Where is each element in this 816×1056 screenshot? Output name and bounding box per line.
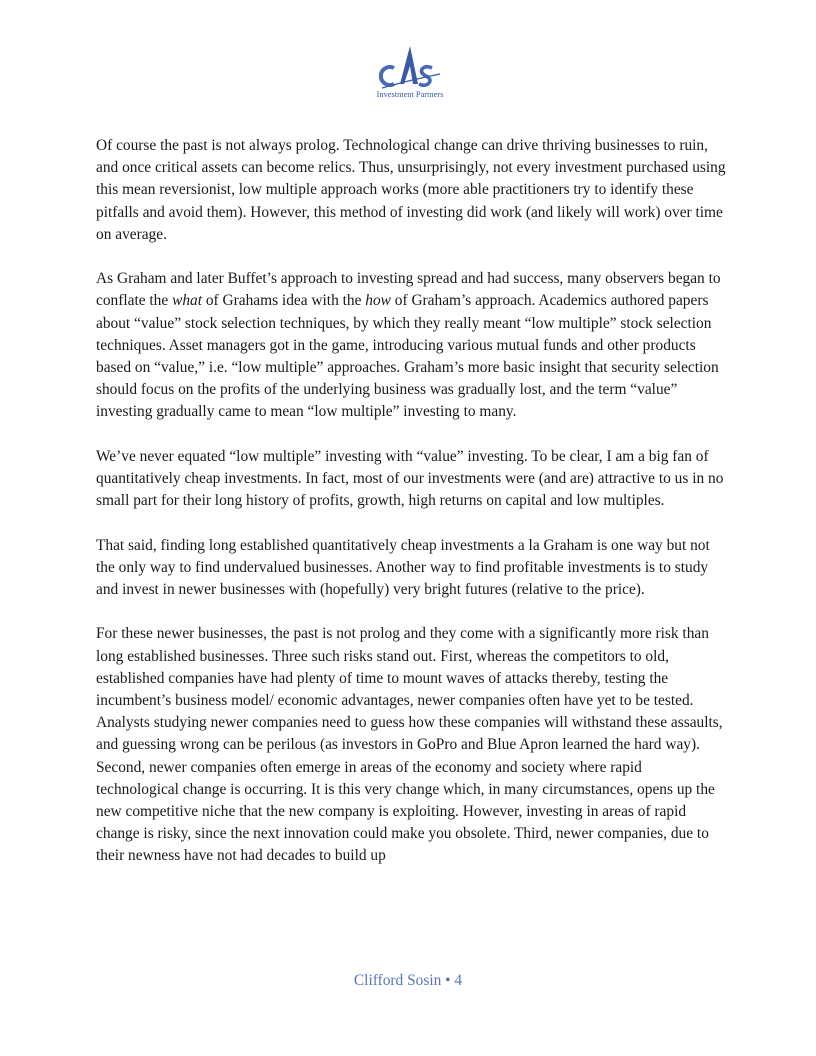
logo-tagline: Investment Partners [376,90,444,99]
body-paragraph [96,135,726,246]
paragraph-text: Of course the past is not always prolog. Technological change can drive thriving businesses to ruin, and once critical assets can become relics. Thus, unsurprisingly, not every investment purchased using this mean reversionist, low multiple approach works (more able practitioners try to identify these pitfalls and avoid them). However, this method of investing did work (and likely will work) over time on average. [96,137,726,243]
body-paragraph [96,446,726,513]
italic-term: what [172,292,202,310]
paragraph-text: That said, finding long established quantitatively cheap investments a la Graham is one way but not the only way to find undervalued businesses. Another way to find profitable investments is to study and invest in newer businesses with (hopefully) very bright futures (relative to the price). [96,536,710,599]
body-paragraph [96,623,726,867]
body-paragraph [96,535,726,602]
body-paragraph [96,268,726,423]
paragraph-text: For these newer businesses, the past is not prolog and they come with a significantly more risk than long established businesses. Three such risks stand out. First, whereas the competitors to old, established companies have had plenty of time to mount waves of attacks thereby, testing the incumbent’s business model/ economic advantages, newer companies often have yet to be tested. Analysts studying newer companies need to guess how these companies will withstand these assaults, and guessing wrong can be perilous (as investors in GoPro and Blue Apron learned the hard way). Second, newer companies often emerge in areas of the economy and society where rapid technological change is occurring. It is this very change which, in many circumstances, opens up the new competitive niche that the new company is exploiting. However, investing in areas of rapid change is risky, since the next innovation could make you obsolete. Third, newer companies, due to their newness have not had decades to build up [96,625,723,865]
body-text [96,135,726,890]
page-footer: Clifford Sosin • 4 [353,972,463,989]
paragraph-text: of Graham’s approach. Academics authored papers about “value” stock selection techniques, by which they really meant “low multiple” stock selection techniques. Asset managers got in the game, introducing various mutual funds and other products based on “value,” i.e. “low multiple” approaches. Graham’s more basic insight that security selection should focus on the profits of the underlying business was gradually lost, and the term “value” investing gradually came to mean “low multiple” investing to many. [96,292,719,421]
paragraph-text: As Graham and later Buffet’s approach to investing spread and had success, many observers began to conflate the [96,270,721,310]
paragraph-text: We’ve never equated “low multiple” investing with “value” investing. To be clear, I am a big fan of quantitatively cheap investments. In fact, most of our investments were (and are) attractive to us in no small part for their long history of profits, growth, high returns on capital and low multiples. [96,447,724,510]
italic-term: how [365,292,391,310]
company-logo [368,44,452,102]
paragraph-text: of Grahams idea with the [202,292,366,310]
